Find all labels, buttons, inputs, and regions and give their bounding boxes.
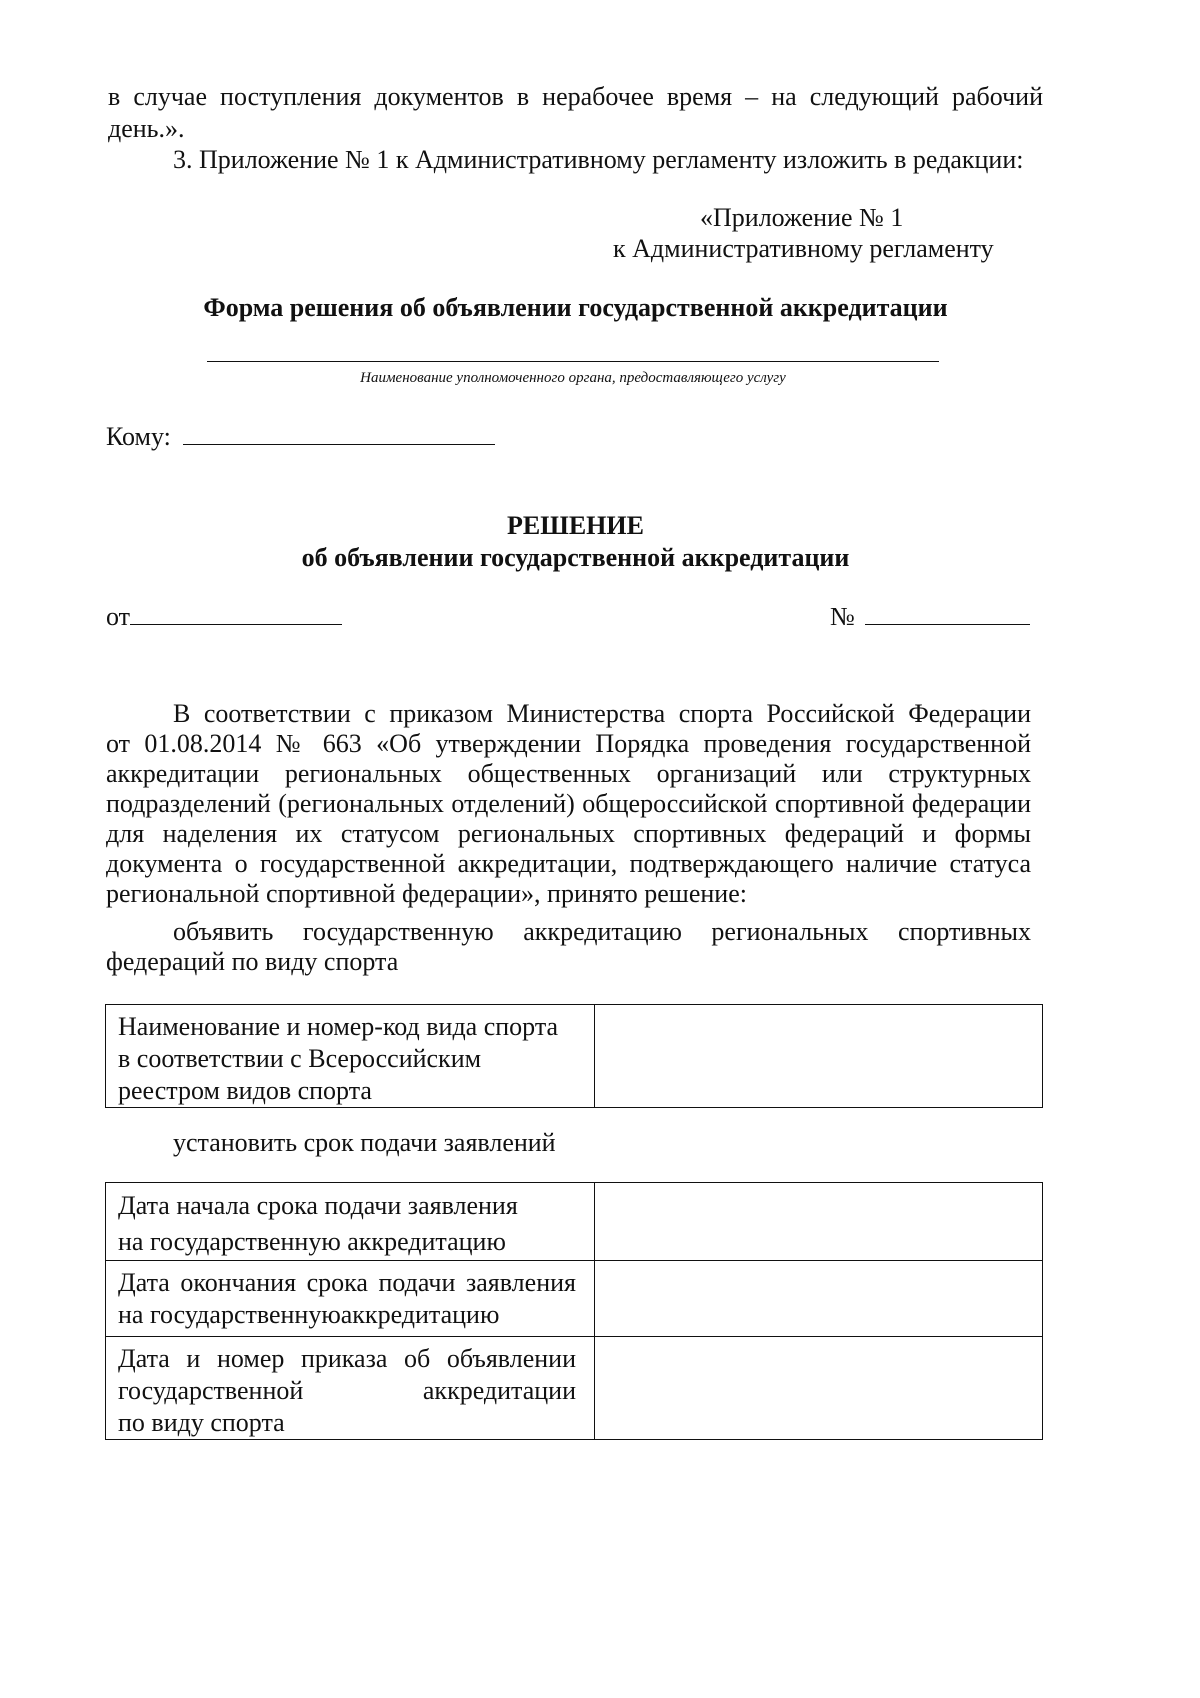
body-line-1: В соответствии с приказом Министерства спорта Российской Федерации — [173, 699, 1031, 728]
cell-line: в соответствии с Всероссийским — [118, 1044, 482, 1073]
cell-line: на государственную аккредитацию — [118, 1227, 506, 1256]
deadline-row-end — [106, 1261, 1043, 1337]
cell-line: по виду спорта — [118, 1408, 285, 1437]
recipient-field[interactable] — [183, 420, 495, 445]
body-line-7: региональной спортивной федерации», принято решение: — [106, 879, 747, 908]
order-label-cell — [106, 1337, 595, 1440]
body-line-6: документа о государственной аккредитации, подтверждающего наличие статуса — [106, 849, 1031, 878]
end-date-label-cell — [106, 1261, 595, 1337]
sport-name-label-cell — [106, 1005, 595, 1108]
date-row — [106, 600, 342, 633]
end-date-value-cell[interactable] — [595, 1261, 1043, 1337]
announce-line-2: федераций по виду спорта — [106, 947, 399, 976]
cell-line: на государственнуюаккредитацию — [118, 1300, 500, 1329]
date-field[interactable] — [130, 600, 342, 625]
form-title: Форма решения об объявлении государственной аккредитации — [203, 293, 948, 322]
authority-caption: Наименование уполномоченного органа, предоставляющего услугу — [360, 370, 786, 386]
deadline-table — [105, 1182, 1043, 1440]
paragraph-item-3: 3. Приложение № 1 к Административному регламенту изложить в редакции: — [173, 145, 1024, 174]
decision-title: РЕШЕНИЕ — [507, 511, 644, 540]
paragraph-continuation-end: день.». — [108, 114, 185, 143]
recipient-label: Кому: — [106, 422, 171, 451]
appendix-reference: к Административному регламенту — [613, 234, 994, 263]
body-line-2: от 01.08.2014 № 663 «Об утверждении Порядка проведения государственной — [106, 729, 1031, 758]
authority-name-line[interactable] — [207, 361, 939, 362]
start-date-label-cell — [106, 1183, 595, 1261]
deadline-row-order — [106, 1337, 1043, 1440]
start-date-value-cell[interactable] — [595, 1183, 1043, 1261]
cell-line: Дата и номер приказа об объявлении — [118, 1344, 576, 1373]
sport-table — [105, 1004, 1043, 1108]
cell-line: государственной аккредитации — [118, 1376, 576, 1405]
appendix-label: «Приложение № 1 — [700, 203, 904, 232]
cell-line: Дата начала срока подачи заявления — [118, 1191, 518, 1220]
body-line-5: для наделения их статусом региональных спортивных федераций и формы — [106, 819, 1031, 848]
cell-line: Наименование и номер-код вида спорта — [118, 1012, 559, 1041]
order-value-cell[interactable] — [595, 1337, 1043, 1440]
sport-name-value-cell[interactable] — [595, 1005, 1043, 1108]
sport-table-row — [106, 1005, 1043, 1108]
announce-line-1: объявить государственную аккредитацию региональных спортивных — [173, 917, 1031, 946]
paragraph-continuation: в случае поступления документов в нерабочее время – на следующий рабочий — [108, 82, 1043, 111]
body-line-3: аккредитации региональных общественных организаций или структурных — [106, 759, 1031, 788]
date-label: от — [106, 602, 131, 631]
decision-subtitle: об объявлении государственной аккредитации — [301, 543, 850, 572]
deadline-intro: установить срок подачи заявлений — [173, 1128, 556, 1157]
cell-line: реестром видов спорта — [118, 1076, 372, 1105]
number-field[interactable] — [865, 600, 1030, 625]
number-label: № — [830, 602, 855, 631]
number-row — [830, 600, 1030, 633]
body-line-4: подразделений (региональных отделений) общероссийской спортивной федерации — [106, 789, 1031, 818]
cell-line: Дата окончания срока подачи заявления — [118, 1268, 576, 1297]
recipient-row — [106, 420, 495, 453]
deadline-row-start — [106, 1183, 1043, 1261]
